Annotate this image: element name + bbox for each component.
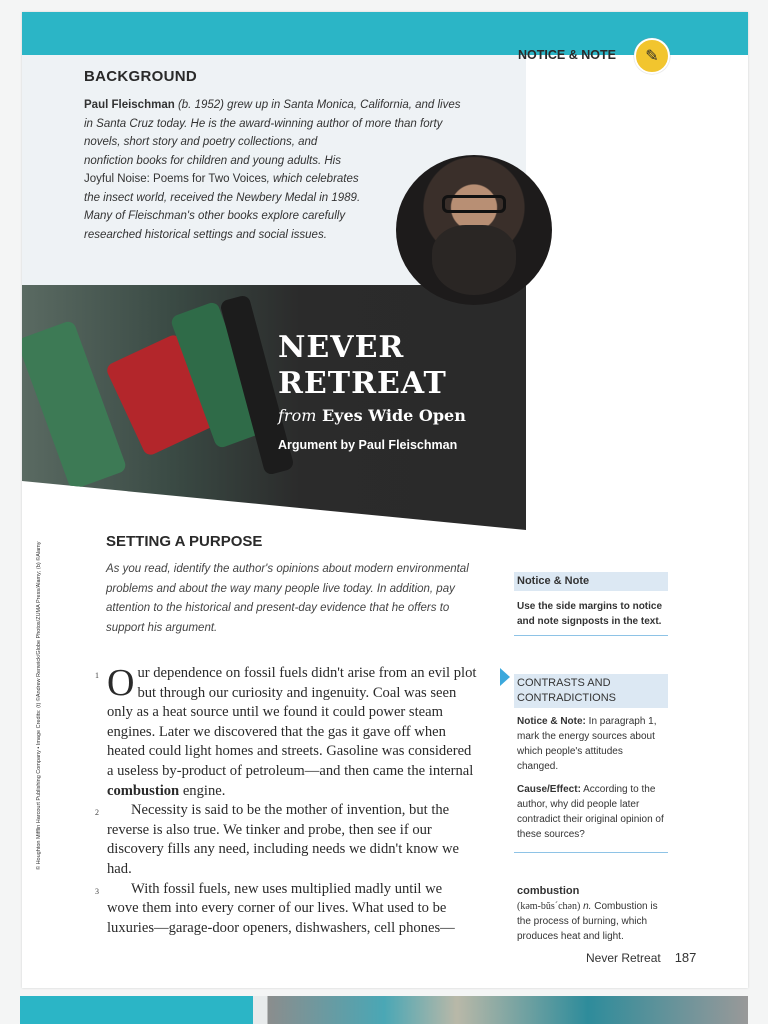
cause-effect-block xyxy=(517,782,665,842)
notice-note-box-title: Notice & Note xyxy=(514,572,668,591)
page-footer xyxy=(586,950,696,965)
byline: Argument by Paul Fleischman xyxy=(278,438,458,452)
pronunciation: (kəm-bŭs´chən) xyxy=(517,901,581,912)
contrasts-box xyxy=(514,674,668,853)
vocab-word-combustion[interactable]: combustion xyxy=(107,782,180,799)
title-line-1: NEVER xyxy=(278,330,405,365)
contrasts-title: CONTRASTS AND CONTRADICTIONS xyxy=(514,674,668,708)
notice-note-box xyxy=(514,572,668,636)
cause-effect-label: Cause/Effect: xyxy=(517,784,581,795)
author-name: Paul Fleischman xyxy=(84,99,175,111)
article-body xyxy=(95,662,477,938)
next-page-edge xyxy=(20,996,748,1024)
vocab-entry xyxy=(517,899,671,944)
pencil-icon: ✎ xyxy=(634,38,670,74)
portrait-beard xyxy=(432,225,516,295)
paragraph-text: Necessity is said to be the mother of invention, but the reverse is also true. We tinker and probe, then see if our discovery fills any need, including needs we didn't know we had. xyxy=(107,802,459,877)
paragraph-1 xyxy=(95,662,477,801)
paragraph-number: 2 xyxy=(95,808,99,818)
part-of-speech: n. xyxy=(583,901,592,912)
setting-purpose-heading: SETTING A PURPOSE xyxy=(106,533,263,550)
paragraph-3 xyxy=(95,880,477,939)
nn-label: Notice & Note: xyxy=(517,716,586,727)
paragraph-text: ur dependence on fossil fuels didn't arise from an evil plot but through our curiosity and ingenuity. Coal was seen only as a heat source until we found it could power steam engines. Later we discovered that the gas it gave off when heated could light homes and streets. Gasoline was considered a useless by-product of petroleum—and then came the internal xyxy=(107,665,477,779)
page-number: 187 xyxy=(674,950,697,965)
book-title: Joyful Noise: Poems for Two Voices xyxy=(84,173,267,185)
background-heading: BACKGROUND xyxy=(84,68,197,85)
contrasts-content xyxy=(514,708,668,853)
image-credit xyxy=(36,530,50,870)
cause-effect-prompt: According to the author, why did people later contradict their original opinion of these sources? xyxy=(517,784,664,840)
credit-text: © Houghton Mifflin Harcourt Publishing Company • Image Credits: (t) ©Andrew Renwick/Globe Photos/ZUMA Press/Alamy; (b) ©Alamy xyxy=(36,541,42,870)
nn-prompt: In paragraph 1, mark the energy sources about which people's attitudes changed. xyxy=(517,716,657,772)
setting-purpose-text: As you read, identify the author's opinions about modern environmental problems and about the way many people live today. In addition, pay attention to the historical and present-day evidence that he offers to support his argument. xyxy=(106,563,469,634)
paragraph-number: 1 xyxy=(95,671,99,680)
title-line-2: RETREAT xyxy=(278,366,447,401)
footer-title: Never Retreat xyxy=(586,951,661,965)
notice-note-heading: NOTICE & NOTE xyxy=(518,48,616,62)
vocab-box xyxy=(514,884,671,944)
portrait-glasses xyxy=(442,195,506,213)
source-line xyxy=(278,406,466,425)
bio-text-2: , which celebrates the insect world, received the Newbery Medal in 1989. Many of Fleischman's other books explore carefully researched historical settings and social issues. xyxy=(84,173,361,241)
bio-text: (b. 1952) grew up in Santa Monica, California, and lives in Santa Cruz today. He is the award-winning author of more than forty novels, short story and poetry collections, and nonfiction books for children and young adults. His xyxy=(84,99,461,167)
source-title: Eyes Wide Open xyxy=(321,406,466,425)
author-portrait xyxy=(396,155,552,305)
definition: Combustion is the process of burning, which produces heat and light. xyxy=(517,901,658,942)
vocab-word: combustion xyxy=(517,885,580,897)
paragraph-number: 3 xyxy=(95,886,99,896)
selection-title xyxy=(278,330,447,402)
paragraph-2 xyxy=(95,801,477,879)
paragraph-text: With fossil fuels, new uses multiplied madly until we wove them into every corner of our lives. What used to be luxuries—garage-door openers, dishwashers, cell phones— xyxy=(107,880,455,936)
pump-handle xyxy=(22,320,128,491)
notice-note-box-text: Use the side margins to notice and note signposts in the text. xyxy=(514,591,668,636)
signpost-arrow-icon xyxy=(500,668,510,686)
drop-cap: O xyxy=(107,662,135,704)
nn-prompt-block xyxy=(517,714,665,774)
from-label: from xyxy=(278,406,317,425)
paragraph-text-end: engine. xyxy=(179,782,226,799)
